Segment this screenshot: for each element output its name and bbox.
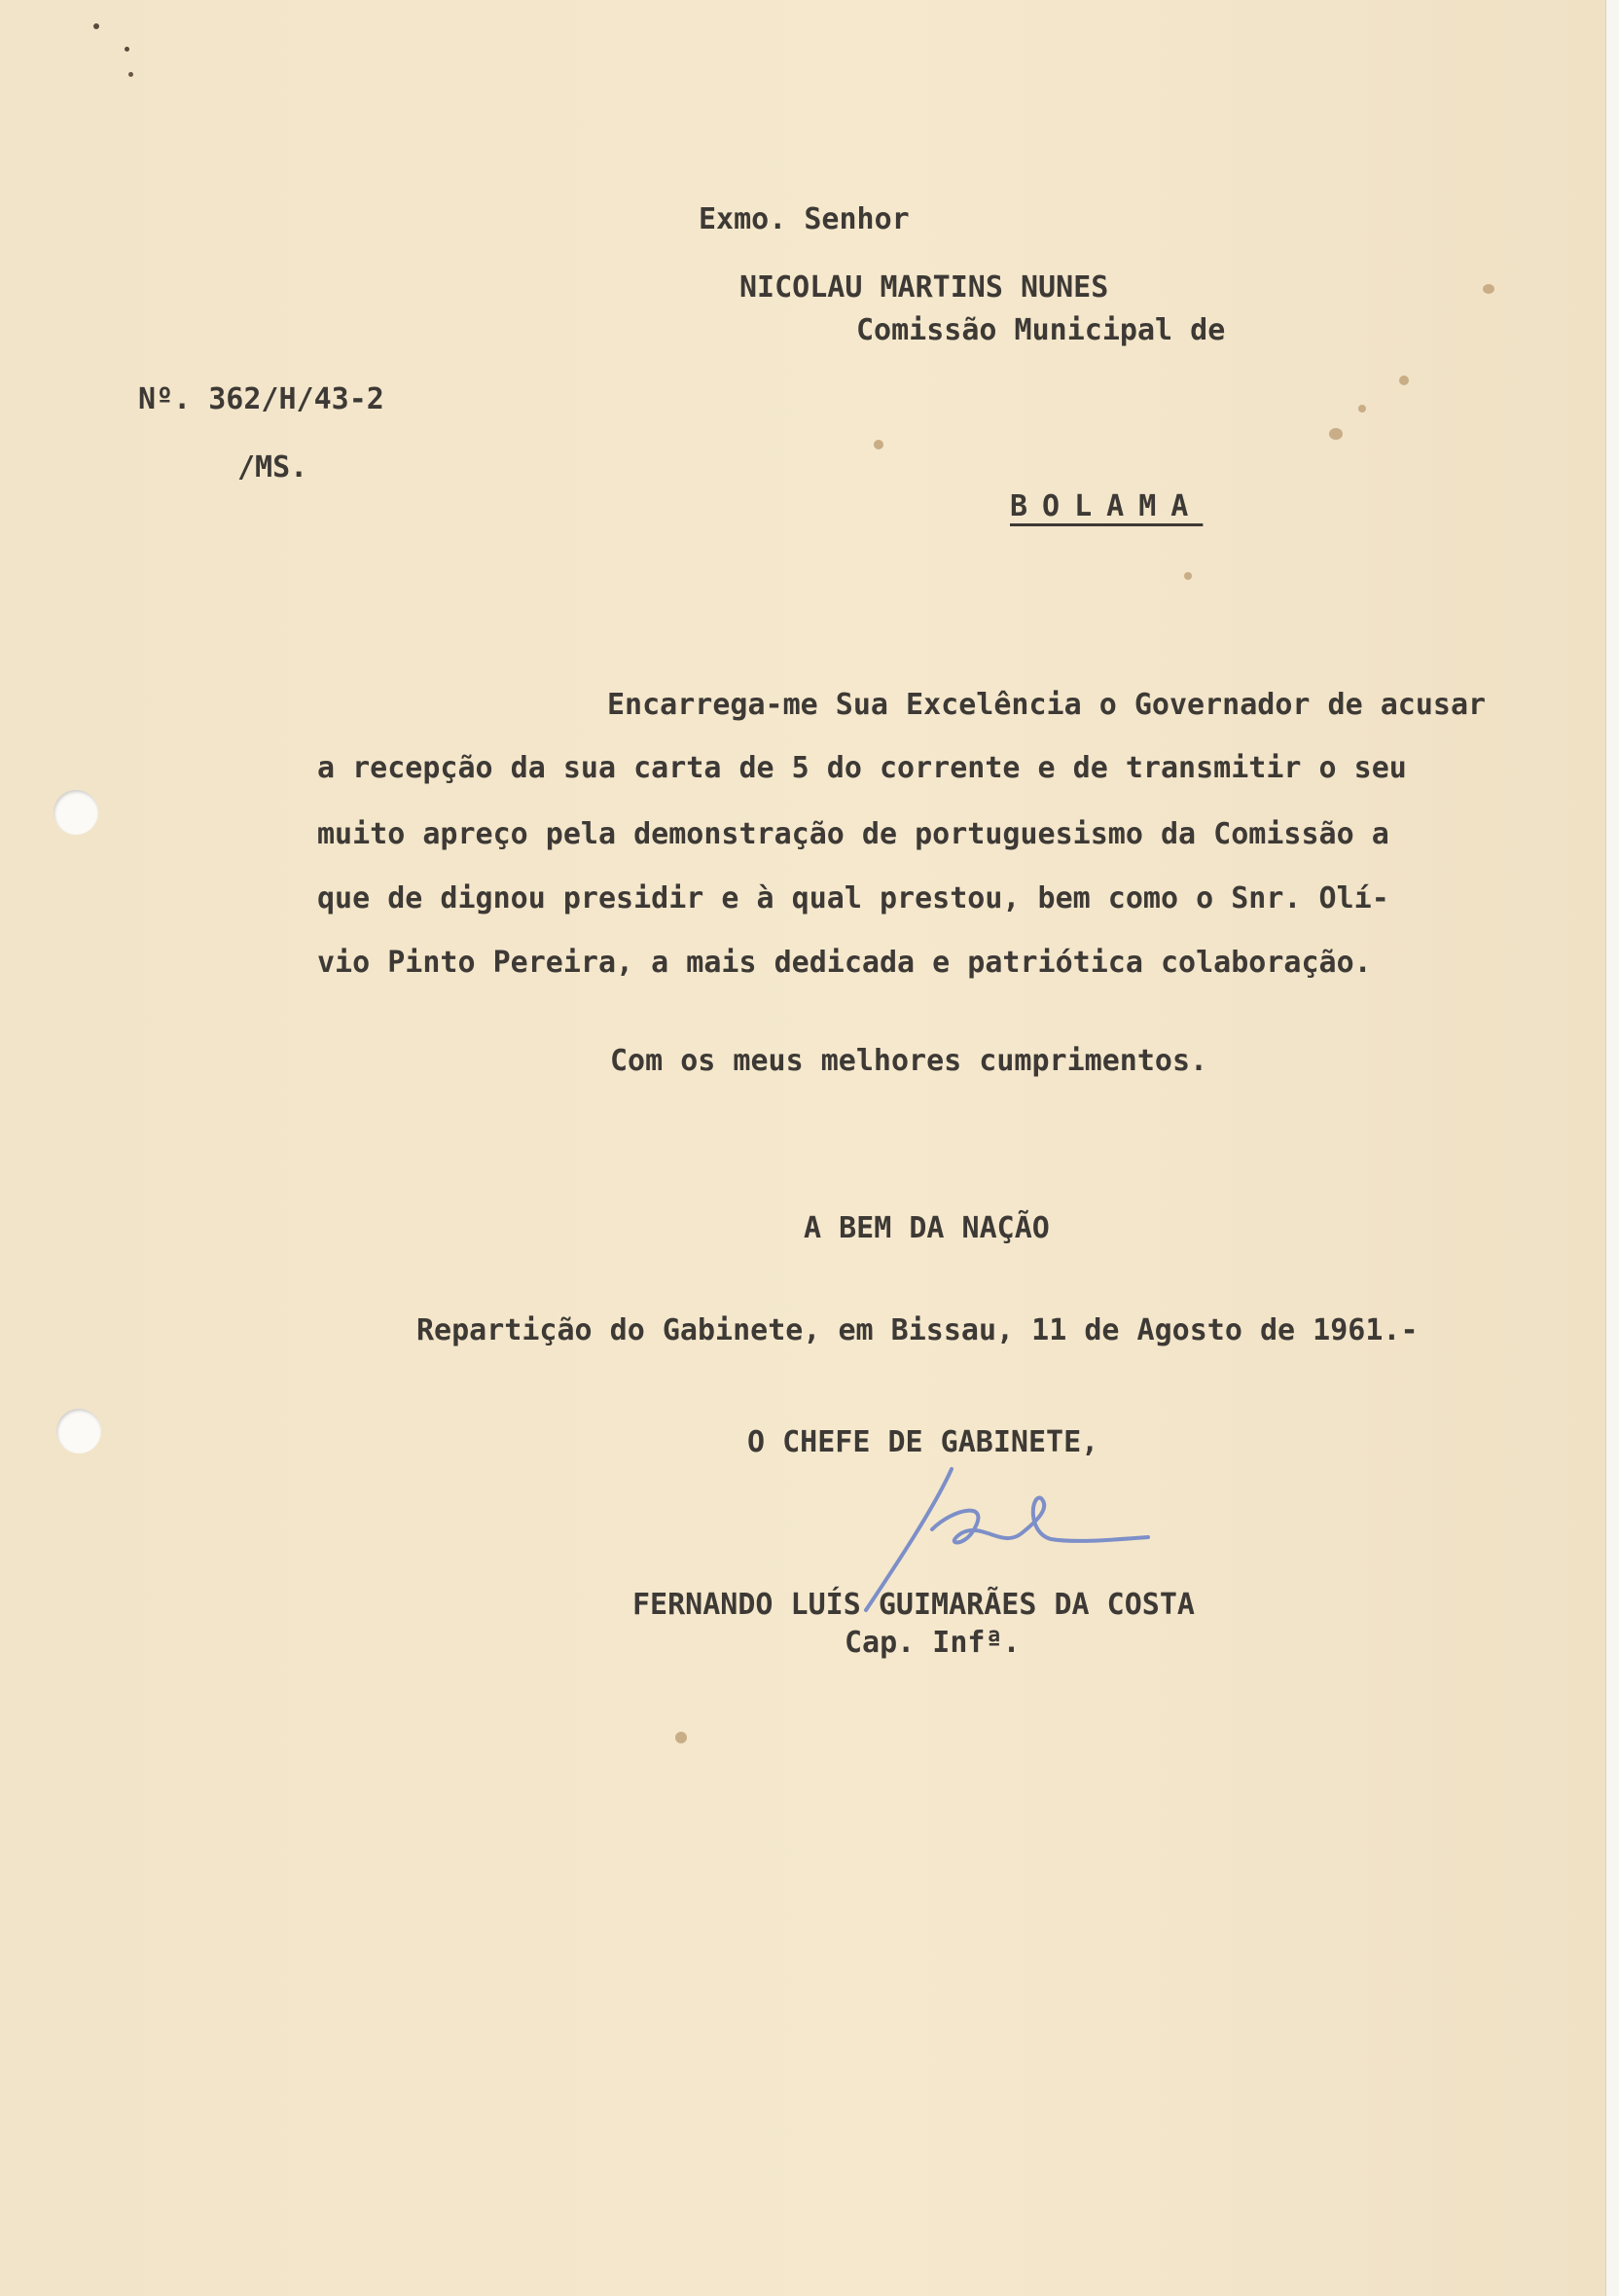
body-line: a recepção da sua carta de 5 do corrente e de transmitir o seu xyxy=(317,751,1407,785)
recipient-salutation: Exmo. Senhor xyxy=(699,202,910,236)
paper-edge xyxy=(1605,0,1619,2296)
stain-spot xyxy=(1184,572,1192,580)
stain-spot xyxy=(1329,428,1343,440)
stain-spot xyxy=(874,440,883,449)
stain-spot xyxy=(1483,284,1494,294)
body-line: que de dignou presidir e à qual prestou, bem como o Snr. Olí- xyxy=(317,881,1389,915)
ink-speck xyxy=(93,23,99,29)
motto: A BEM DA NAÇÃO xyxy=(804,1211,1050,1245)
recipient-name: NICOLAU MARTINS NUNES xyxy=(739,270,1109,305)
closing-line: Com os meus melhores cumprimentos. xyxy=(610,1044,1208,1078)
body-line: vio Pinto Pereira, a mais dedicada e patriótica colaboração. xyxy=(317,946,1372,980)
reference-initials: /MS. xyxy=(237,450,308,484)
date-line: Repartição do Gabinete, em Bissau, 11 de Agosto de 1961.- xyxy=(416,1313,1419,1347)
ink-speck xyxy=(125,47,129,52)
stain-spot xyxy=(675,1732,687,1743)
stain-spot xyxy=(1399,376,1409,385)
ink-speck xyxy=(128,72,133,77)
body-line: muito apreço pela demonstração de portuguesismo da Comissão a xyxy=(317,817,1389,851)
destination-place: BOLAMA xyxy=(1010,489,1204,523)
stain-spot xyxy=(1358,405,1366,413)
signatory-name: FERNANDO LUÍS GUIMARÃES DA COSTA xyxy=(632,1588,1195,1622)
punch-hole-top xyxy=(54,790,98,835)
signatory-rank: Cap. Infª. xyxy=(845,1626,1021,1660)
reference-number: Nº. 362/H/43-2 xyxy=(138,382,384,416)
punch-hole-bottom xyxy=(56,1409,101,1453)
signatory-title: O CHEFE DE GABINETE, xyxy=(747,1425,1099,1459)
recipient-body: Comissão Municipal de xyxy=(856,313,1226,347)
body-line: Encarrega-me Sua Excelência o Governador de acusar xyxy=(607,688,1487,722)
